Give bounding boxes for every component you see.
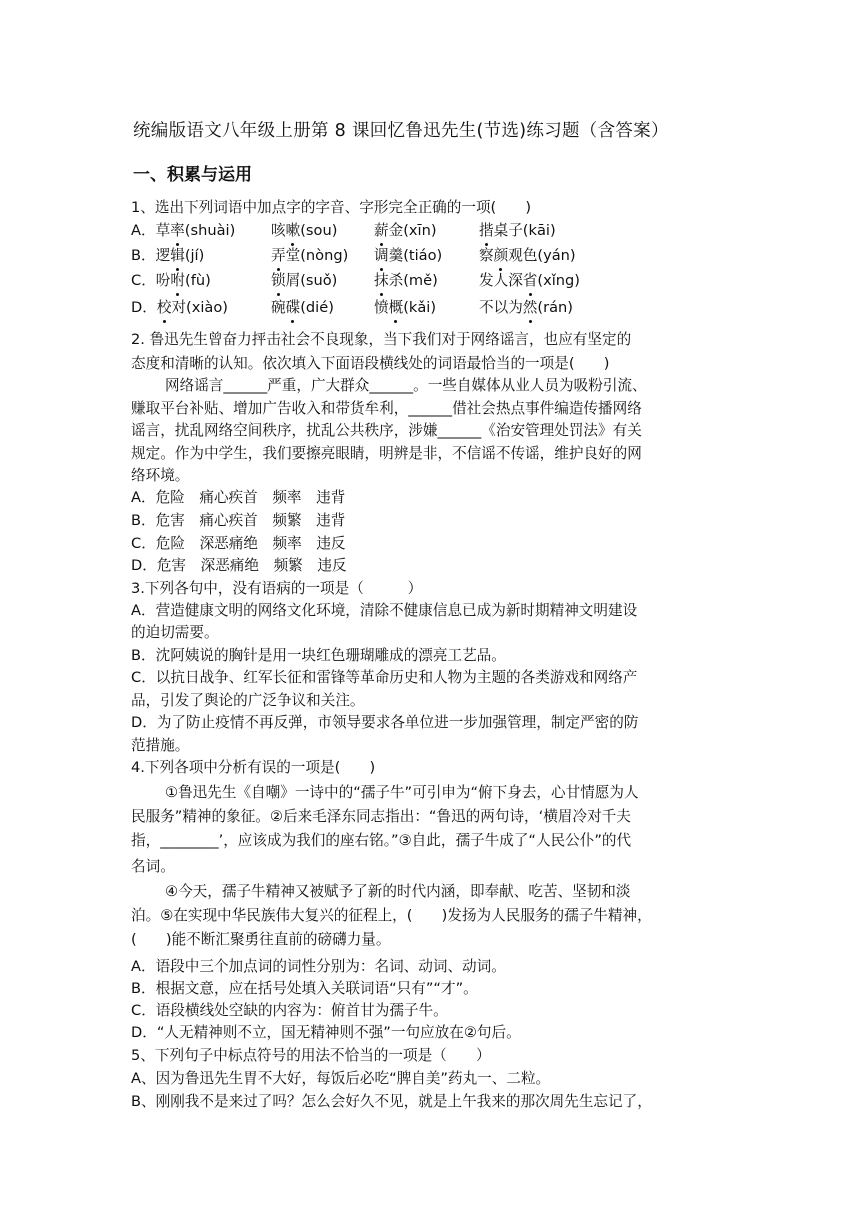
q1-option-b-word3: 调羹(tiáo)	[374, 247, 443, 264]
q3-line: C．以抗日战争、红军长征和雷锋等革命历史和人物为主题的各类游戏和网络产	[131, 669, 638, 686]
q1-option-a-word3: 薪金(xīn)	[374, 222, 437, 239]
q5-option-a: A、因为鲁迅先生胃不大好，每饭后必吃“脾自美”药丸一、二粒。	[131, 1070, 551, 1087]
q1-option-d-word1: D．校对(xiào)	[131, 299, 228, 316]
q2-line: 态度和清晰的认知。依次填入下面语段横线处的词语最恰当的一项是( )	[131, 355, 610, 372]
q4-line: 泊。⑤在实现中华民族伟大复兴的征程上，( )发扬为人民服务的孺子牛精神，	[131, 907, 652, 924]
emphasis-dot-char: 颜	[493, 247, 509, 264]
q1-option-c-word4: 发人深省(xǐng)	[479, 272, 580, 289]
emphasis-dot-char: 辑	[170, 247, 185, 264]
emphasis-dot-char: 然	[522, 299, 538, 316]
q1-option-c-word2: 锁屑(suǒ)	[271, 272, 338, 289]
q2-line: 2. 鲁迅先生曾奋力抨击社会不良现象，当下我们对于网络谣言，也应有坚定的	[131, 331, 632, 348]
q1-option-b-word2: 弄堂(nòng)	[271, 247, 349, 264]
document-title: 统编版语文八年级上册第 8 课回忆鲁迅先生(节选)练习题（含答案）	[133, 121, 669, 141]
q1-option-b-word1: B．逻辑(jí)	[131, 247, 205, 264]
q2-line: 规定。作为中学生，我们要擦亮眼睛，明辨是非，不信谣不传谣，维护良好的网	[131, 445, 642, 462]
q5-option-b: B、刚刚我不是来过了吗？怎么会好久不见，就是上午我来的那次周先生忘记了，	[131, 1093, 652, 1110]
q1-option-a-word2: 咳嗽(sou)	[271, 222, 338, 239]
emphasis-dot-char: 概	[388, 299, 404, 316]
emphasis-dot-char: 嗽	[285, 222, 301, 239]
q1-option-a-word1: A．草率(shuài)	[131, 222, 236, 239]
section-heading: 一、积累与运用	[133, 165, 252, 185]
emphasis-dot-char: 碟	[285, 299, 301, 316]
q2-option-d: D．危害 深恶痛绝 频繁 违反	[131, 557, 347, 574]
q1-option-a-word4: 揩桌子(kāi)	[479, 222, 556, 239]
q1-option-d-word2: 碗碟(dié)	[271, 299, 334, 316]
emphasis-dot-char: 调	[374, 247, 389, 264]
q4-line: 民服务”精神的象征。②后来毛泽东同志指出：“鲁迅的两句诗，‘横眉冷对千夫	[131, 808, 631, 825]
emphasis-dot-char: 咐	[170, 272, 185, 289]
q4-option-a: A．语段中三个加点词的词性分别为：名词、动词、动词。	[131, 958, 506, 975]
emphasis-dot-char: 抹	[374, 272, 389, 289]
q4-line: 名词。	[131, 858, 175, 875]
emphasis-dot-char: 弄	[271, 247, 286, 264]
q3-line: B．沈阿姨说的胸针是用一块红色珊瑚雕成的漂亮工艺品。	[131, 647, 506, 664]
q5-stem: 5、下列句子中标点符号的用法不恰当的一项是（ ）	[131, 1047, 491, 1064]
q2-option-a: A．危险 痛心疾首 频率 违背	[131, 489, 346, 506]
q4-line: ①鲁迅先生《自嘲》一诗中的“孺子牛”可引申为“俯下身去，心甘情愿为人	[165, 784, 639, 801]
q2-option-c: C．危险 深恶痛绝 频率 违反	[131, 535, 346, 552]
q3-line: 的迫切需要。	[131, 624, 219, 641]
q4-option-c: C．语段横线处空缺的内容为：俯首甘为孺子牛。	[131, 1002, 448, 1019]
q2-line: 赚取平台补贴、增加广告收入和带货牟利，______借社会热点事件编造传播网络	[131, 400, 642, 417]
q1-option-d-word4: 不以为然(rán)	[479, 299, 573, 316]
q1-stem: 1、选出下列词语中加点字的字音、字形完全正确的一项( )	[131, 199, 532, 216]
q3-line: D．为了防止疫情不再反弹，市领导要求各单位进一步加强管理，制定严密的防	[131, 714, 639, 731]
q2-line: 谣言，扰乱网络空间秩序，扰乱公共秩序，涉嫌______《治安管理处罚法》有关	[131, 422, 642, 439]
q4-option-d: D．“人无精神则不立，国无精神则不强”一句应放在②句后。	[131, 1024, 521, 1041]
q4-stem: 4.下列各项中分析有误的一项是( )	[131, 759, 376, 776]
emphasis-dot-char: 率	[170, 222, 185, 239]
q4-line: ④今天，孺子牛精神又被赋予了新的时代内涵，即奉献、吃苦、坚韧和淡	[165, 883, 631, 900]
q4-line: ( )能不断汇聚勇往直前的磅礴力量。	[131, 931, 391, 948]
q3-stem: 3.下列各句中，没有语病的一项是（ ）	[131, 580, 423, 597]
emphasis-dot-char: 省	[522, 272, 538, 289]
q2-line: 络环境。	[131, 467, 190, 484]
q3-line: 品，引发了舆论的广泛争议和关注。	[131, 692, 365, 709]
q1-option-d-word3: 愤概(kǎi)	[374, 299, 437, 316]
emphasis-dot-char: 薪	[374, 222, 389, 239]
q3-line: 范措施。	[131, 737, 190, 754]
q4-option-b: B．根据文意，应在括号处填入关联词语“只有”“才”。	[131, 980, 478, 997]
emphasis-dot-char: 校	[156, 299, 172, 316]
q4-line: 指，________’，应该成为我们的座右铭。”③自此，孺子牛成了“人民公仆”的代	[131, 832, 632, 849]
q2-line: 网络谣言______严重，广大群众______。一些自媒体从业人员为吸粉引流、	[165, 377, 647, 394]
emphasis-dot-char: 揩	[479, 222, 494, 239]
q1-option-c-word3: 抹杀(mě)	[374, 272, 438, 289]
q1-option-c-word1: C．吩咐(fù)	[131, 272, 211, 289]
q1-option-b-word4: 察颜观色(yán)	[479, 247, 576, 264]
q3-line: A．营造健康文明的网络文化环境，清除不健康信息已成为新时期精神文明建设	[131, 602, 638, 619]
q2-option-b: B．危害 痛心疾首 频繁 违背	[131, 512, 346, 529]
emphasis-dot-char: 锁	[271, 272, 286, 289]
